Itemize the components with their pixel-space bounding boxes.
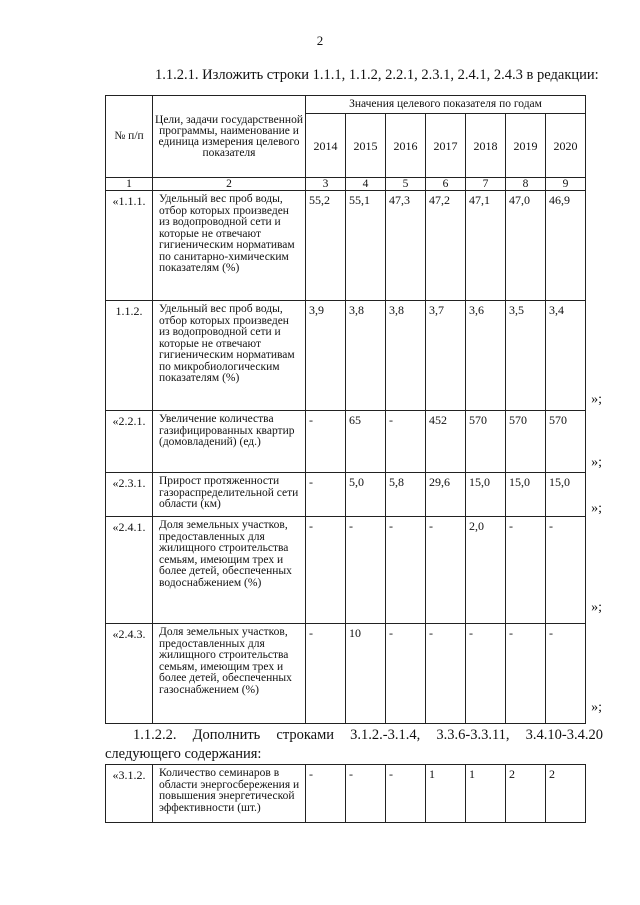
year-value: -: [306, 473, 346, 517]
paragraph-add-rows: 1.1.2.2. Дополнить строками 3.1.2.-3.1.4, 3.3.6-3.3.11, 3.4.10-3.4.20: [133, 727, 603, 743]
year-value: 47,2: [426, 191, 466, 301]
indicator-code: «2.4.1.: [106, 517, 153, 624]
year-value: -: [306, 517, 346, 624]
year-value: 55,1: [346, 191, 386, 301]
paragraph-add-rows-continued: следующего содержания:: [105, 746, 262, 762]
additional-indicators-table: [105, 764, 586, 823]
year-value: -: [386, 765, 426, 823]
indicator-code: «2.2.1.: [106, 411, 153, 473]
year-value: 3,7: [426, 301, 466, 411]
year-value: -: [426, 624, 466, 724]
year-value: -: [546, 517, 586, 624]
indicator-description: Увеличение количества газифицированных квартир (домовладений) (ед.): [153, 411, 306, 473]
year-value: 3,6: [466, 301, 506, 411]
section-heading: 1.1.2.1. Изложить строки 1.1.1, 1.1.2, 2.2.1, 2.3.1, 2.4.1, 2.4.3 в редакции:: [155, 67, 599, 83]
year-value: 2,0: [466, 517, 506, 624]
column-number: 9: [546, 178, 586, 191]
column-number: 4: [346, 178, 386, 191]
year-value: -: [466, 624, 506, 724]
year-value: 3,8: [386, 301, 426, 411]
year-value: 47,1: [466, 191, 506, 301]
year-value: 3,9: [306, 301, 346, 411]
year-header: 2016: [386, 114, 426, 178]
year-value: 46,9: [546, 191, 586, 301]
year-value: -: [426, 517, 466, 624]
page-number: 2: [316, 33, 324, 48]
year-header: 2017: [426, 114, 466, 178]
column-number: 1: [106, 178, 153, 191]
year-value: 570: [546, 411, 586, 473]
indicator-description: Удельный вес проб воды, отбор которых произведен из водопроводной сети и которые не отвечают гигиеническим нормативам по микробиологическим показателям (%): [153, 301, 306, 411]
year-value: 55,2: [306, 191, 346, 301]
year-value: 47,3: [386, 191, 426, 301]
table-row: [106, 624, 586, 724]
year-value: -: [386, 411, 426, 473]
year-value: 570: [466, 411, 506, 473]
table-row: [106, 517, 586, 624]
row-closing-mark: »;: [591, 700, 602, 715]
year-value: -: [386, 624, 426, 724]
year-value: 2: [546, 765, 586, 823]
year-header: 2014: [306, 114, 346, 178]
column-number: 8: [506, 178, 546, 191]
table-row: [106, 765, 586, 823]
row-closing-mark: »;: [591, 455, 602, 470]
indicator-description: Количество семинаров в области энергосбережения и повышения энергетической эффективности (шт.): [153, 765, 306, 823]
indicator-description: Доля земельных участков, предоставленных для жилищного строительства семьям, имеющим трех и более детей, обеспеченных газоснабжением (%): [153, 624, 306, 724]
year-value: -: [306, 411, 346, 473]
indicator-description: Удельный вес проб воды, отбор которых произведен из водопроводной сети и которые не отвечают гигиеническим нормативам по санитарно-химическим показателям (%): [153, 191, 306, 301]
year-value: -: [506, 517, 546, 624]
year-value: -: [386, 517, 426, 624]
year-value: 10: [346, 624, 386, 724]
year-value: -: [306, 765, 346, 823]
year-value: 1: [466, 765, 506, 823]
year-header: 2020: [546, 114, 586, 178]
year-value: 3,5: [506, 301, 546, 411]
year-value: 65: [346, 411, 386, 473]
header-goal: Цели, задачи государственной программы, наименование и единица измерения целевого показателя: [153, 96, 306, 178]
table-row: [106, 191, 586, 301]
year-value: -: [506, 624, 546, 724]
year-value: 3,8: [346, 301, 386, 411]
year-value: -: [346, 765, 386, 823]
indicator-description: Прирост протяженности газораспределительной сети области (км): [153, 473, 306, 517]
year-value: 1: [426, 765, 466, 823]
column-number: 5: [386, 178, 426, 191]
year-header: 2019: [506, 114, 546, 178]
row-closing-mark: »;: [591, 600, 602, 615]
column-number: 7: [466, 178, 506, 191]
year-value: 5,0: [346, 473, 386, 517]
indicator-code: «2.4.3.: [106, 624, 153, 724]
year-value: -: [546, 624, 586, 724]
year-value: -: [306, 624, 346, 724]
year-value: 570: [506, 411, 546, 473]
header-number: № п/п: [106, 96, 153, 178]
indicator-code: «1.1.1.: [106, 191, 153, 301]
year-value: 15,0: [546, 473, 586, 517]
year-value: 3,4: [546, 301, 586, 411]
year-header: 2018: [466, 114, 506, 178]
column-number: 6: [426, 178, 466, 191]
indicators-table: [105, 95, 586, 724]
header-values-by-year: Значения целевого показателя по годам: [306, 96, 586, 114]
year-value: 5,8: [386, 473, 426, 517]
indicator-code: 1.1.2.: [106, 301, 153, 411]
year-value: 47,0: [506, 191, 546, 301]
table-row: [106, 301, 586, 411]
table-row: [106, 411, 586, 473]
year-value: 29,6: [426, 473, 466, 517]
year-value: 452: [426, 411, 466, 473]
indicator-code: «3.1.2.: [106, 765, 153, 823]
year-value: 15,0: [506, 473, 546, 517]
indicator-description: Доля земельных участков, предоставленных для жилищного строительства семьям, имеющим трех и более детей, обеспеченных водоснабжением (%): [153, 517, 306, 624]
year-header: 2015: [346, 114, 386, 178]
year-value: 2: [506, 765, 546, 823]
column-number: 3: [306, 178, 346, 191]
row-closing-mark: »;: [591, 392, 602, 407]
column-number: 2: [153, 178, 306, 191]
row-closing-mark: »;: [591, 501, 602, 516]
table-row: [106, 473, 586, 517]
year-value: 15,0: [466, 473, 506, 517]
indicator-code: «2.3.1.: [106, 473, 153, 517]
year-value: -: [346, 517, 386, 624]
